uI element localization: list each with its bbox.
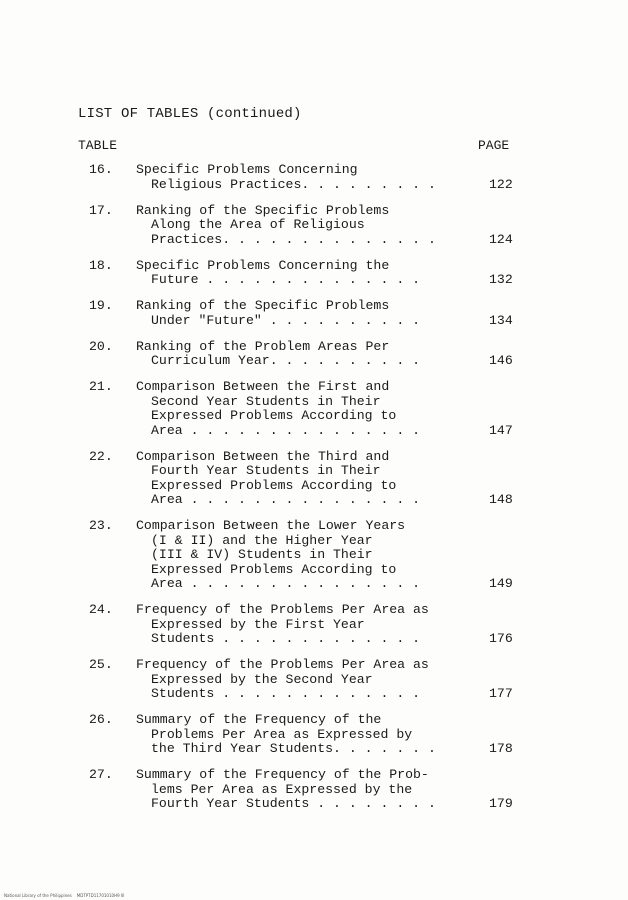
entry-title-line: Comparison Between the Lower Years xyxy=(136,518,406,533)
entry-page-number: 176 xyxy=(489,631,513,646)
table-column-heading: TABLE xyxy=(78,138,118,153)
entry-title-line: Summary of the Frequency of the xyxy=(136,712,382,727)
entry-title-line: Future . . . . . . . . . . . . . . xyxy=(151,272,421,287)
entry-title-line: the Third Year Students. . . . . . . xyxy=(151,741,436,756)
entry-title-line: Expressed Problems According to xyxy=(151,408,397,423)
entry-title xyxy=(136,340,466,369)
entry-page-number: 147 xyxy=(489,422,513,438)
entry-number: 27. xyxy=(89,767,113,782)
entry-title-line: Ranking of the Specific Problems xyxy=(136,298,390,313)
entry-number: 24. xyxy=(89,602,113,617)
entry-title-line: lems Per Area as Expressed by the xyxy=(151,781,413,797)
table-entry xyxy=(89,603,529,647)
entry-title-line: Religious Practices. . . . . . . . . xyxy=(151,176,436,192)
entry-title-line: Under "Future" . . . . . . . . . . xyxy=(151,312,421,328)
entry-title-line: Comparison Between the First and xyxy=(136,379,390,394)
entry-title-line: Ranking of the Specific Problems xyxy=(136,202,390,218)
entry-title-line: (III & IV) Students in Their xyxy=(151,547,373,562)
entry-title xyxy=(136,713,466,757)
entry-title-line: Students . . . . . . . . . . . . . xyxy=(151,631,421,646)
entry-page-number: 134 xyxy=(489,312,513,328)
entry-number: 25. xyxy=(89,657,113,672)
entry-title-line: Fourth Year Students . . . . . . . . xyxy=(151,796,436,811)
table-entry xyxy=(89,658,529,702)
table-entry xyxy=(89,299,529,328)
page-column-heading: PAGE xyxy=(478,138,510,153)
footer-stamp: National Library of the Philippines MDTPTD11701010H9 III xyxy=(4,893,125,898)
entry-title-line: Expressed Problems According to xyxy=(151,477,397,493)
table-entry xyxy=(89,450,529,508)
entry-title-line: (I & II) and the Higher Year xyxy=(151,532,373,548)
entry-title xyxy=(136,380,466,438)
entry-title xyxy=(136,204,466,248)
entry-number: 23. xyxy=(89,518,113,533)
entry-page-number: 177 xyxy=(489,686,513,701)
entry-number: 16. xyxy=(89,162,113,177)
entry-number: 17. xyxy=(89,202,113,218)
entry-title-line: Second Year Students in Their xyxy=(151,393,381,409)
entry-title-line: Fourth Year Students in Their xyxy=(151,463,381,478)
entry-title-line: Specific Problems Concerning xyxy=(136,162,358,177)
entry-title-line: Frequency of the Problems Per Area as xyxy=(136,657,429,672)
table-entry xyxy=(89,163,529,192)
entry-title-line: Expressed by the Second Year xyxy=(151,671,373,687)
entry-title-line: Area . . . . . . . . . . . . . . . xyxy=(151,422,421,438)
table-entry xyxy=(89,768,529,812)
entry-title-line: Specific Problems Concerning the xyxy=(136,257,390,273)
table-entry xyxy=(89,380,529,438)
entry-number: 19. xyxy=(89,298,113,313)
table-entry xyxy=(89,259,529,288)
entry-title-line: Students . . . . . . . . . . . . . xyxy=(151,686,421,701)
table-entry xyxy=(89,519,529,592)
entry-title xyxy=(136,519,466,592)
entry-page-number: 149 xyxy=(489,576,513,591)
entry-page-number: 148 xyxy=(489,492,513,507)
entry-number: 26. xyxy=(89,712,113,727)
entry-title-line: Area . . . . . . . . . . . . . . . xyxy=(151,576,421,591)
entry-title xyxy=(136,259,466,288)
entry-page-number: 124 xyxy=(489,231,513,247)
entry-page-number: 179 xyxy=(489,796,513,811)
entry-page-number: 178 xyxy=(489,741,513,756)
entry-title-line: Ranking of the Problem Areas Per xyxy=(136,338,390,354)
table-entry xyxy=(89,204,529,248)
entry-page-number: 146 xyxy=(489,353,513,368)
entry-title-line: Along the Area of Religious xyxy=(151,217,365,232)
table-list xyxy=(89,163,529,823)
entry-number: 18. xyxy=(89,257,113,273)
entry-page-number: 122 xyxy=(489,176,513,192)
entry-number: 21. xyxy=(89,379,113,394)
entry-title-line: Area . . . . . . . . . . . . . . . xyxy=(151,492,421,507)
entry-title xyxy=(136,299,466,328)
entry-title-line: Problems Per Area as Expressed by xyxy=(151,726,413,742)
entry-title-line: Summary of the Frequency of the Prob- xyxy=(136,767,429,782)
entry-title xyxy=(136,163,466,192)
entry-title-line: Frequency of the Problems Per Area as xyxy=(136,602,429,617)
entry-number: 20. xyxy=(89,338,113,354)
page-heading: LIST OF TABLES (continued) xyxy=(78,106,302,122)
entry-title-line: Expressed by the First Year xyxy=(151,616,365,632)
entry-title xyxy=(136,658,466,702)
entry-title-line: Practices. . . . . . . . . . . . . . xyxy=(151,231,436,247)
entry-title-line: Comparison Between the Third and xyxy=(136,448,390,464)
entry-title-line: Curriculum Year. . . . . . . . . . xyxy=(151,353,421,368)
table-entry xyxy=(89,340,529,369)
entry-title-line: Expressed Problems According to xyxy=(151,561,397,577)
entry-title xyxy=(136,450,466,508)
entry-number: 22. xyxy=(89,448,113,464)
entry-page-number: 132 xyxy=(489,272,513,287)
table-entry xyxy=(89,713,529,757)
entry-title xyxy=(136,768,466,812)
entry-title xyxy=(136,603,466,647)
